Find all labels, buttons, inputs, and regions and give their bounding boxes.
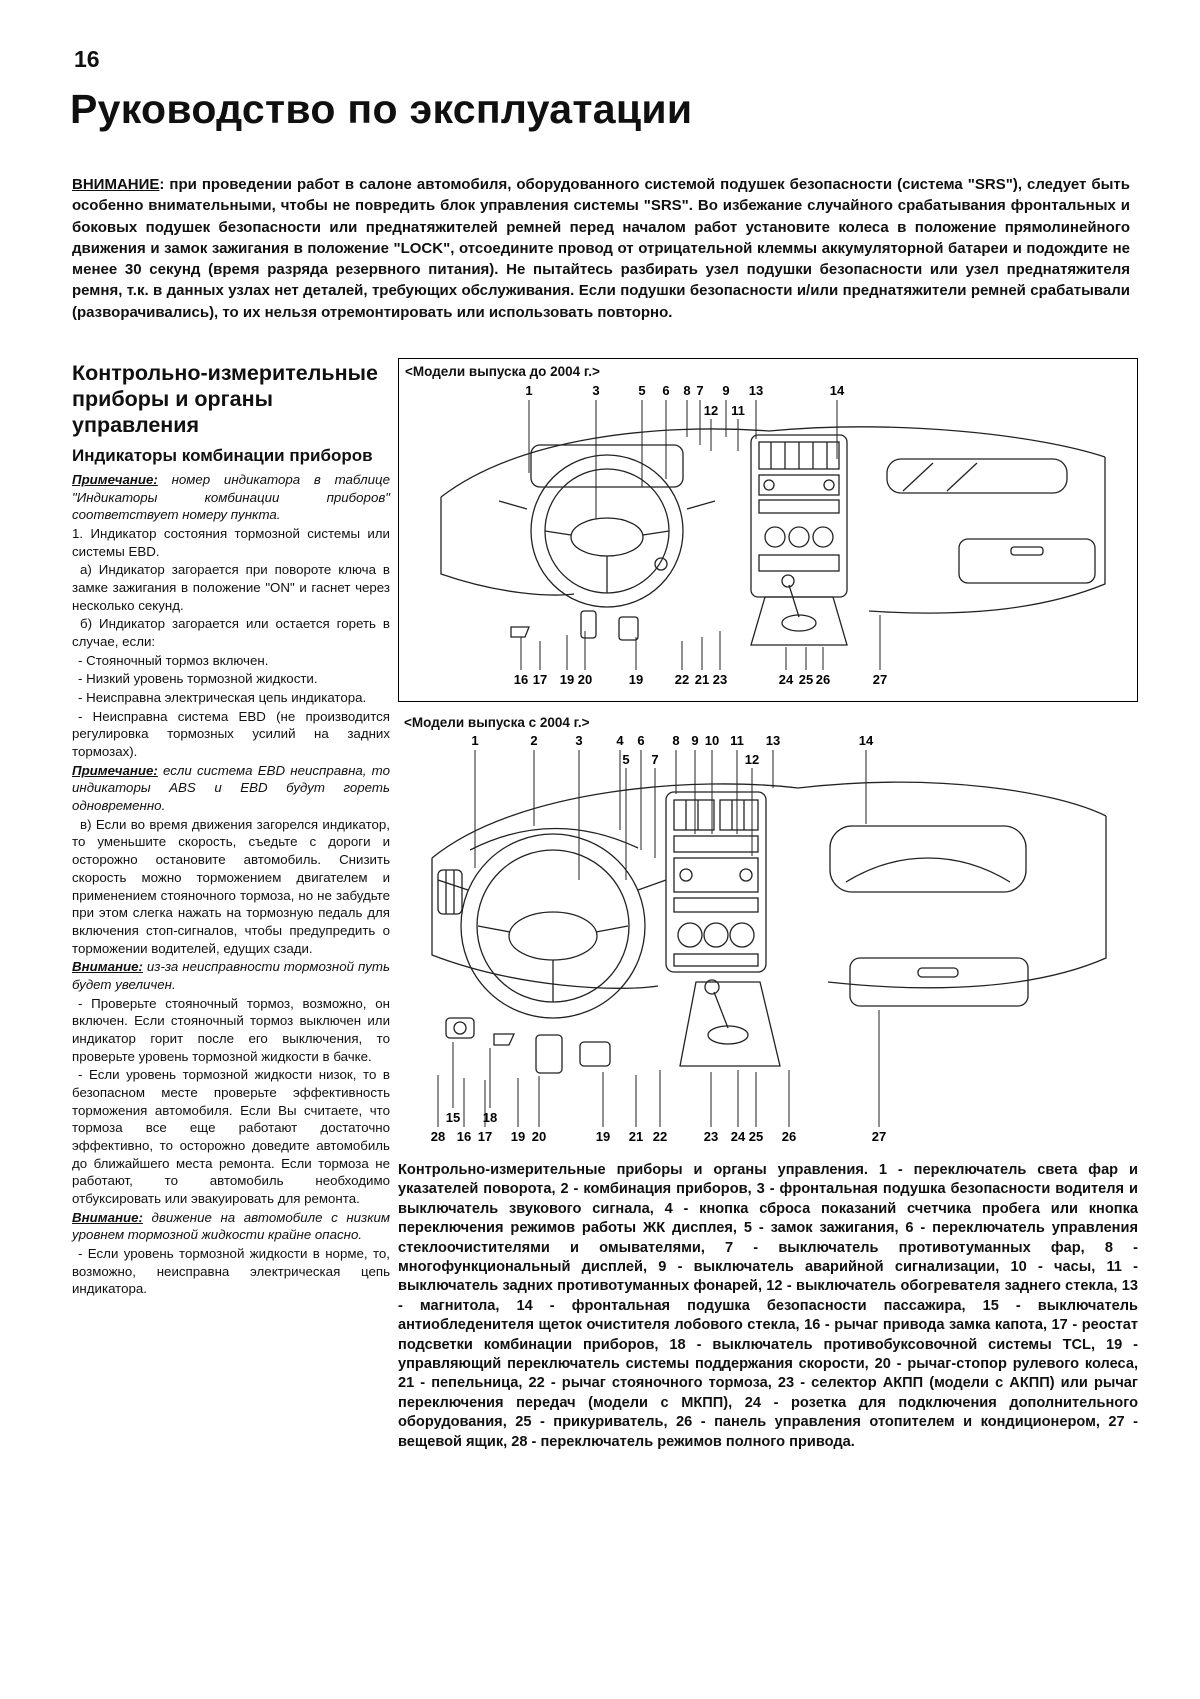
- callout-number: 23: [703, 1129, 719, 1144]
- page-number: 16: [74, 46, 100, 72]
- climate-knob: [730, 923, 754, 947]
- callout-number: 14: [829, 383, 845, 398]
- body-paragraph: [72, 816, 390, 957]
- callout-number: 4: [616, 733, 624, 748]
- note-text: если система EBD неисправна, то индикаторы ABS и EBD будут гореть одновременно.: [72, 762, 390, 814]
- callout-number: 17: [477, 1129, 493, 1144]
- side-vent: [438, 870, 462, 914]
- callout-number: 15: [445, 1110, 461, 1125]
- callout-number: 20: [531, 1129, 547, 1144]
- wiper-stalk: [687, 501, 715, 509]
- hood-release-lever: [511, 627, 529, 637]
- list-item-text: - Неисправна электрическая цепь индикатора.: [78, 690, 367, 706]
- callout-number: 5: [622, 752, 630, 767]
- callout-lines-bottom: [521, 615, 880, 670]
- audio-unit: [674, 858, 758, 892]
- body-text: б) Индикатор загорается или остается гореть в случае, если:: [72, 616, 390, 650]
- note-paragraph: [72, 762, 390, 815]
- body-paragraph: [72, 525, 390, 560]
- note-text: номер индикатора в таблице "Индикаторы комбинации приборов" соответствует номеру пункта.: [72, 472, 390, 523]
- list-item: [72, 689, 390, 707]
- callout-number: 9: [691, 733, 699, 748]
- intro-warning: [72, 174, 1130, 323]
- figure-caption: [398, 1161, 1138, 1452]
- callout-number: 24: [730, 1129, 746, 1144]
- dashboard-diagram-pre2004: [399, 379, 1135, 695]
- hood-release-lever: [494, 1034, 514, 1045]
- intro-warning-lead: ВНИМАНИЕ: [72, 176, 160, 193]
- callout-number: 10: [704, 733, 720, 748]
- center-console: [751, 597, 847, 645]
- list-item-text: - Стояночный тормоз включен.: [78, 652, 269, 668]
- body-text: 1. Индикатор состояния тормозной системы или системы EBD.: [72, 526, 390, 559]
- callout-number: 8: [683, 383, 691, 398]
- callout-lines-bottom: [438, 1010, 879, 1127]
- center-vent: [674, 800, 714, 830]
- accelerator-pedal: [580, 1042, 610, 1066]
- warning-text: из-за неисправности тормозной путь будет увеличен.: [72, 959, 390, 992]
- callout-number: 12: [744, 752, 760, 767]
- callout-number: 12: [703, 403, 719, 418]
- passenger-airbag: [887, 459, 1067, 493]
- callout-number: 13: [765, 733, 781, 748]
- callout-number: 21: [628, 1129, 644, 1144]
- warning-lead: Внимание:: [72, 959, 143, 975]
- gear-lever: [714, 992, 728, 1028]
- passenger-airbag: [830, 826, 1026, 892]
- driver-airbag: [509, 912, 597, 960]
- climate-knob: [704, 923, 728, 947]
- callout-number: 16: [513, 672, 529, 687]
- callout-number: 3: [592, 383, 600, 398]
- right-column: [398, 358, 1138, 1452]
- callout-number: 18: [482, 1110, 498, 1125]
- light-stalk: [499, 501, 527, 509]
- diagram-post2004-label: <Модели выпуска с 2004 г.>: [404, 715, 590, 730]
- callout-number: 22: [652, 1129, 668, 1144]
- light-stalk: [438, 880, 468, 890]
- figure-caption-text: 1 - переключатель света фар и указателей поворота, 2 - комбинация приборов, 3 - фронтальная подушка безопасности водителя и выключатель звукового сигнала, 4 - кнопка сброса показаний счетчика пробега или кнопка переключения режимов работы ЖК дисплея, 5 - замок зажигания, 6 - переключатель управления стеклоочистителями и омывателями, 7 - выключатель противотуманных фар, 8 - многофункциональный дисплей, 9 - выключатель аварийной сигнализации, 10 - часы, 11 - выключатель задних противотуманных фонарей, 12 - выключатель обогревателя заднего стекла, 13 - магнитола, 14 - фронтальная подушка безопасности пассажира, 15 - выключатель антиобледенителя щеток очистителя лобового стекла, 16 - рычаг привода замка капота, 17 - реостат подсветки комбинации приборов, 18 - выключатель противобуксовочной системы TCL, 19 - управляющий переключатель системы поддержания скорости, 20 - рычаг-стопор рулевого колеса, 21 - пепельница, 22 - рычаг стояночного тормоза, 23 - селектор АКПП (модели с АКПП) или рычаг переключения передач (модели с МКПП), 24 - розетка для подключения дополнительного оборудования, 25 - прикуриватель, 26 - панель управления отопителем и кондиционером, 27 - вещевой ящик, 28 - переключатель режимов полного привода.: [398, 1162, 1138, 1450]
- brake-pedal: [536, 1035, 562, 1073]
- callout-number: 19: [510, 1129, 526, 1144]
- gear-lever: [789, 585, 799, 617]
- diagram-post2004: [398, 710, 1138, 1154]
- callout-number: 26: [781, 1129, 797, 1144]
- body-text: в) Если во время движения загорелся индикатор, то уменьшите скорость, съедьте с дороги и осторожно остановите автомобиль. Снизить скорость можно торможением двигателем и применением стояночного тормоза, но не забудьте при этом слегка нажать на тормозную педаль для включения стоп-сигналов, чтобы предупредить о торможении водителей, едущих сзади.: [72, 816, 390, 956]
- callout-number: 7: [651, 752, 659, 767]
- diagram-pre2004: [398, 358, 1138, 702]
- list-item: [72, 670, 390, 688]
- warning-paragraph: [72, 1209, 390, 1244]
- dashboard-art: [432, 782, 1106, 1073]
- callout-number: 22: [674, 672, 690, 687]
- callout-number: 17: [532, 672, 548, 687]
- callout-number: 11: [730, 733, 744, 748]
- cluster-hood: [470, 828, 638, 850]
- callout-number: 25: [748, 1129, 764, 1144]
- callout-number: 21: [694, 672, 710, 687]
- callout-number: 1: [471, 733, 479, 748]
- section-heading: Контрольно-измерительные приборы и органы управления: [72, 361, 378, 438]
- list-item: [72, 995, 390, 1066]
- switch-row: [759, 500, 839, 513]
- ignition-lock: [655, 558, 667, 570]
- list-item-text: - Проверьте стояночный тормоз, возможно, он включен. Если стояночный тормоз выключен или индикатор горит после его выключения, то проверьте уровень тормозной жидкости в бачке.: [72, 995, 390, 1064]
- switch-row: [674, 836, 758, 852]
- list-item-text: - Неисправна система EBD (не производится регулировка тормозных усилий на задних тормозах).: [72, 708, 390, 760]
- list-item-text: - Если уровень тормозной жидкости в норме, то, возможно, неисправна электрическая цепь индикатора.: [72, 1245, 390, 1297]
- note-paragraph: [72, 471, 390, 524]
- callout-number: 26: [815, 672, 831, 687]
- audio-unit: [759, 475, 839, 495]
- dashboard-diagram-post2004: [398, 730, 1136, 1148]
- callout-number: 6: [637, 733, 645, 748]
- callout-number: 28: [430, 1129, 446, 1144]
- left-column: [72, 360, 390, 1299]
- climate-knob: [765, 527, 785, 547]
- callout-number: 7: [696, 383, 704, 398]
- body-paragraph: [72, 615, 390, 650]
- climate-knob: [678, 923, 702, 947]
- callout-number: 27: [871, 1129, 887, 1144]
- wiper-stalk: [638, 880, 666, 890]
- center-stack: [666, 792, 766, 972]
- climate-knob: [813, 527, 833, 547]
- callout-number: 2: [530, 733, 538, 748]
- callout-number: 24: [778, 672, 794, 687]
- callout-number: 25: [798, 672, 814, 687]
- instrument-cluster: [531, 445, 683, 487]
- list-item-text: - Если уровень тормозной жидкости низок, то в безопасном месте проверьте эффективность торможения автомобиля. Если Вы считаете, что тормоза все еще работают достаточно эффективно, то осторожно доведите автомобиль до ближайшего места ремонта. Если тормоза не работают, то автомобиль необходимо отбуксировать или эвакуировать для ремонта.: [72, 1067, 390, 1206]
- brake-pedal: [581, 611, 596, 638]
- callout-number: 27: [872, 672, 888, 687]
- diagram-pre2004-label: <Модели выпуска до 2004 г.>: [405, 364, 600, 379]
- dashboard-art: [441, 427, 1105, 645]
- callout-number: 13: [748, 383, 764, 398]
- callout-number: 16: [456, 1129, 472, 1144]
- driver-airbag: [571, 518, 643, 556]
- center-console: [680, 982, 780, 1066]
- callout-number: 9: [722, 383, 730, 398]
- accelerator-pedal: [619, 617, 638, 640]
- callout-number: 5: [638, 383, 646, 398]
- callout-lines-top: [475, 750, 866, 880]
- figure-caption-lead: Контрольно-измерительные приборы и органы управления.: [398, 1162, 868, 1178]
- glove-box: [850, 958, 1028, 1006]
- note-lead: Примечание:: [72, 472, 158, 488]
- callout-number: 1: [525, 383, 533, 398]
- callout-number: 20: [577, 672, 593, 687]
- list-item-text: - Низкий уровень тормозной жидкости.: [78, 671, 318, 687]
- list-item: [72, 1066, 390, 1207]
- 4wd-mode-switch: [446, 1018, 474, 1038]
- climate-knob: [789, 527, 809, 547]
- callout-number: 19: [559, 672, 575, 687]
- callout-number: 8: [672, 733, 680, 748]
- callout-number: 19: [595, 1129, 611, 1144]
- note-lead: Примечание:: [72, 762, 158, 778]
- glove-box: [959, 539, 1095, 583]
- warning-text: движение на автомобиле с низким уровнем тормозной жидкости крайне опасно.: [72, 1209, 390, 1243]
- callout-number: 6: [662, 383, 670, 398]
- callout-number: 11: [731, 403, 745, 418]
- body-text: а) Индикатор загорается при повороте ключа в замке зажигания в положение "ON" и гаснет через несколько секунд.: [72, 562, 390, 613]
- list-item: [72, 708, 390, 761]
- list-item: [72, 652, 390, 670]
- callout-number: 19: [628, 672, 644, 687]
- list-item: [72, 1245, 390, 1298]
- warning-paragraph: [72, 958, 390, 993]
- intro-warning-text: : при проведении работ в салоне автомобиля, оборудованного системой подушек безопасности (система "SRS"), следует быть особенно внимательными, чтобы не повредить блок управления системы "SRS". Во избежание случайного срабатывания фронтальных и боковых подушек безопасности или преднатяжителей ремней перед началом работ установите колеса в положение прямолинейного движения и замок зажигания в положение "LOCK", отсоедините провод от отрицательной клеммы аккумуляторной батареи и подождите не менее 30 секунд (время разряда резервного питания). Не пытайтесь разбирать узел подушки безопасности или узел преднатяжителя ремня, т.к. в данных узлах нет деталей, требующих обслуживания. Если подушки безопасности и/или преднатяжители ремней срабатывали (разворачивались), то их нельзя отремонтировать или использовать повторно.: [72, 176, 1130, 321]
- callout-number: 14: [858, 733, 874, 748]
- page-title: Руководство по эксплуатации: [70, 86, 693, 132]
- warning-lead: Внимание:: [72, 1209, 143, 1225]
- section-subheading: Индикаторы комбинации приборов: [72, 445, 373, 465]
- body-paragraph: [72, 561, 390, 614]
- callout-number: 3: [575, 733, 583, 748]
- callout-number: 23: [712, 672, 728, 687]
